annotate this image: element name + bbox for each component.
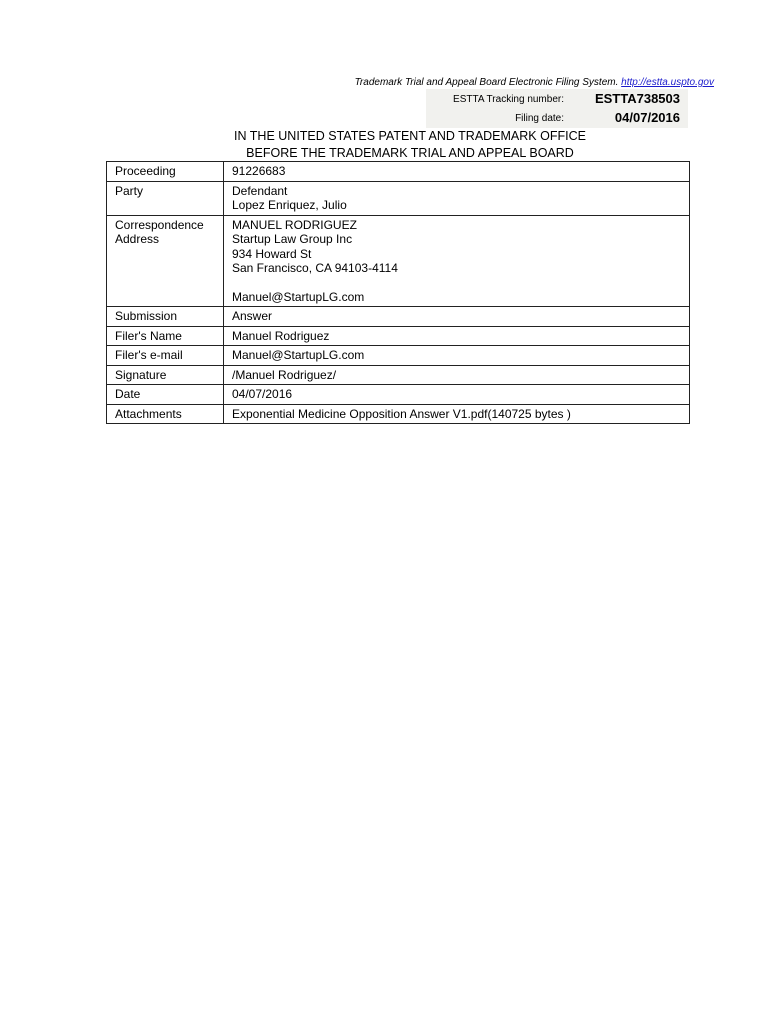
attachments-label: Attachments [107,404,224,424]
party-value [224,181,690,215]
board-title: BEFORE THE TRADEMARK TRIAL AND APPEAL BOARD [246,146,574,160]
filer-email-label: Filer's e-mail [107,346,224,366]
filer-name-label: Filer's Name [107,326,224,346]
party-name: Lopez Enriquez, Julio [232,198,347,212]
table-row-signature [107,365,690,385]
table-row-correspondence [107,215,690,307]
correspondence-address [224,215,690,307]
table-row-date [107,385,690,405]
correspondence-label-line1: Correspondence [115,217,204,232]
table-row-filer-name [107,326,690,346]
filer-name-value: Manuel Rodriguez [224,326,690,346]
correspondence-name: MANUEL RODRIGUEZ [232,217,357,232]
correspondence-email: Manuel@StartupLG.com [232,289,365,304]
signature-value: /Manuel Rodriguez/ [224,365,690,385]
submission-label: Submission [107,307,224,327]
correspondence-street: 934 Howard St [232,246,312,261]
date-value: 04/07/2016 [224,385,690,405]
system-header-text: Trademark Trial and Appeal Board Electronic Filing System. [354,77,619,88]
filing-date-value: 04/07/2016 [614,110,680,125]
table-row-party [107,181,690,215]
correspondence-company: Startup Law Group Inc [232,232,353,246]
party-role: Defendant [232,183,288,198]
attachments-value: Exponential Medicine Opposition Answer V1.pdf(140725 bytes ) [224,404,690,424]
correspondence-label [107,215,224,307]
table-row-proceeding [107,162,690,182]
filing-date-label: Filing date: [515,113,564,124]
party-label: Party [107,181,224,215]
signature-label: Signature [107,365,224,385]
correspondence-city: San Francisco, CA 94103-4114 [232,261,398,275]
office-title: IN THE UNITED STATES PATENT AND TRADEMARK OFFICE [234,129,586,143]
tracking-box [426,89,688,128]
system-header [300,77,714,89]
tracking-number-value: ESTTA738503 [594,91,680,106]
filing-table [106,161,690,424]
table-row-filer-email [107,346,690,366]
filing-date-row [426,109,688,127]
tracking-number-label: ESTTA Tracking number: [453,94,564,105]
table-row-submission [107,307,690,327]
correspondence-label-line2: Address [115,232,160,246]
date-label: Date [107,385,224,405]
tracking-number-row [426,90,688,108]
estta-link[interactable]: http://estta.uspto.gov [621,77,714,88]
proceeding-value: 91226683 [224,162,690,182]
submission-value: Answer [224,307,690,327]
table-row-attachments [107,404,690,424]
filer-email-value: Manuel@StartupLG.com [224,346,690,366]
address-spacer [232,276,681,290]
proceeding-label: Proceeding [107,162,224,182]
